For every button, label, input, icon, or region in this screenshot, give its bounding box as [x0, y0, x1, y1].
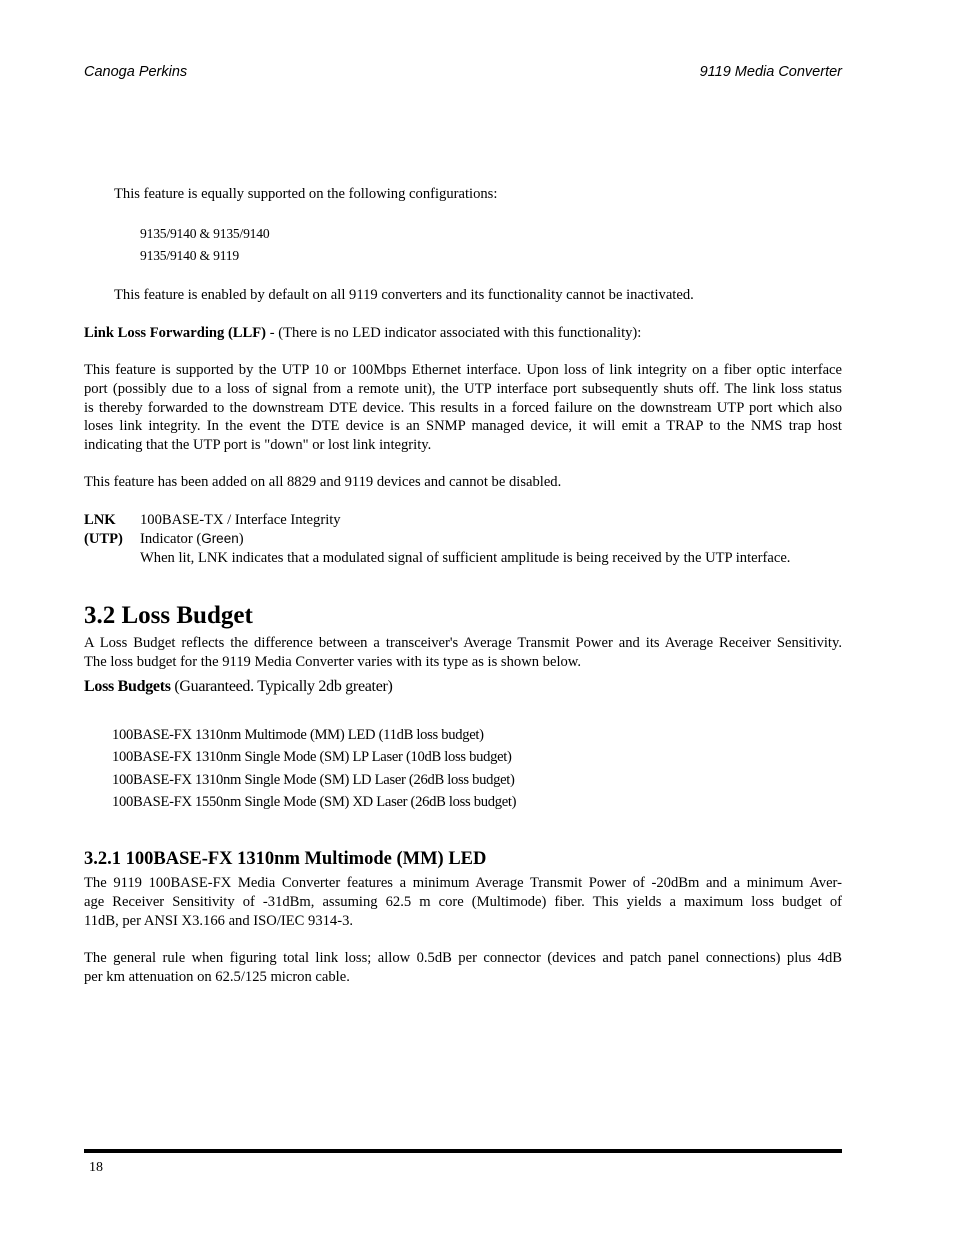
- lnk-label-2: (UTP): [84, 530, 123, 547]
- llf-paragraph: [84, 361, 842, 455]
- lnk-line-3: When lit, LNK indicates that a modulated signal of sufficient amplitude is being received by the UTP interface.: [140, 549, 791, 566]
- header-left: Canoga Perkins: [84, 64, 188, 80]
- loss-budget-intro: [84, 634, 842, 672]
- loss-budget-item: 100BASE-FX 1310nm Single Mode (SM) LD Laser (26dB loss budget): [112, 771, 515, 788]
- section-321-line: per km attenuation on 62.5/125 micron cable.: [84, 968, 350, 985]
- loss-budgets-title: Loss Budgets: [84, 678, 171, 695]
- lnk-label: [84, 511, 123, 549]
- loss-budgets-note: (Guaranteed. Typically 2db greater): [170, 678, 393, 695]
- footer-rule: [84, 1149, 842, 1153]
- llf-title: Link Loss Forwarding (LLF): [84, 325, 267, 341]
- section-321-paragraph-2: [84, 949, 842, 987]
- lnk-line-2: [140, 530, 790, 549]
- section-321-line: 11dB, per ANSI X3.166 and ISO/IEC 9314-3.: [84, 912, 354, 929]
- lnk-indicator-prefix: Indicator (: [140, 530, 202, 547]
- loss-budget-item: 100BASE-FX 1550nm Single Mode (SM) XD Laser (26dB loss budget): [112, 794, 517, 811]
- loss-budget-heading: 3.2 Loss Budget: [84, 602, 253, 629]
- lnk-line-1: 100BASE-TX / Interface Integrity: [140, 512, 341, 528]
- loss-budget-item: 100BASE-FX 1310nm Multimode (MM) LED (11dB loss budget): [112, 727, 484, 743]
- configuration-item: 9135/9140 & 9135/9140: [140, 226, 270, 241]
- llf-line: This feature is supported by the UTP 10 or 100Mbps Ethernet interface. Upon loss of link integrity on a fiber optic interface: [84, 362, 842, 378]
- section-321-heading: 3.2.1 100BASE-FX 1310nm Multimode (MM) LED: [84, 849, 487, 869]
- loss-budget-item: 100BASE-FX 1310nm Single Mode (SM) LP Laser (10dB loss budget): [112, 749, 512, 766]
- lnk-indicator-suffix: ): [238, 530, 244, 547]
- lnk-description: [140, 511, 790, 567]
- loss-budgets-title-line: [84, 678, 393, 696]
- section-321-line: age Receiver Sensitivity of -31dBm, assuming 62.5 m core (Multimode) fiber. This yields a maximum loss budget of: [84, 893, 842, 910]
- section-321-line: The 9119 100BASE-FX Media Converter features a minimum Average Transmit Power of -20dBm and a minimum Aver-: [84, 875, 842, 891]
- section-321-line: The general rule when figuring total link loss; allow 0.5dB per connector (devices and patch panel connections) plus 4dB: [84, 950, 842, 966]
- page-number: 18: [89, 1160, 103, 1175]
- llf-line: indicating that the UTP port is "down" or lost link integrity.: [84, 437, 432, 454]
- lnk-label-1: LNK: [84, 512, 116, 528]
- supported-text: This feature is equally supported on the following configurations:: [114, 186, 498, 202]
- header-right: 9119 Media Converter: [699, 64, 842, 80]
- lnk-indicator-color: Green: [201, 530, 239, 546]
- llf-added-text: This feature has been added on all 8829 and 9119 devices and cannot be disabled.: [84, 474, 562, 490]
- loss-budget-list: [112, 724, 516, 814]
- enabled-text: This feature is enabled by default on all 9119 converters and its functionality cannot be inactivated.: [114, 287, 694, 303]
- llf-line: loses link integrity. In the event the DTE device is an SNMP managed device, it will emit a TRAP to the NMS trap host: [84, 418, 842, 435]
- llf-line: port (possibly due to a loss of signal from a remote unit), the UTP interface port subsequently shuts off. The link loss status: [84, 380, 842, 397]
- configuration-list: [140, 223, 269, 267]
- llf-title-line: [84, 324, 641, 343]
- loss-budget-intro-line: A Loss Budget reflects the difference between a transceiver's Average Transmit Power and its Average Receiver Sensitivity.: [84, 635, 842, 651]
- loss-budget-intro-line: The loss budget for the 9119 Media Converter varies with its type as is shown below.: [84, 653, 582, 670]
- llf-title-suffix: - (There is no LED indicator associated with this functionality):: [266, 325, 642, 341]
- section-321-paragraph-1: [84, 874, 842, 930]
- configuration-item: 9135/9140 & 9119: [140, 248, 240, 263]
- llf-line: is thereby forwarded to the downstream DTE device. This results in a forced failure on the downstream UTP port which also: [84, 399, 842, 416]
